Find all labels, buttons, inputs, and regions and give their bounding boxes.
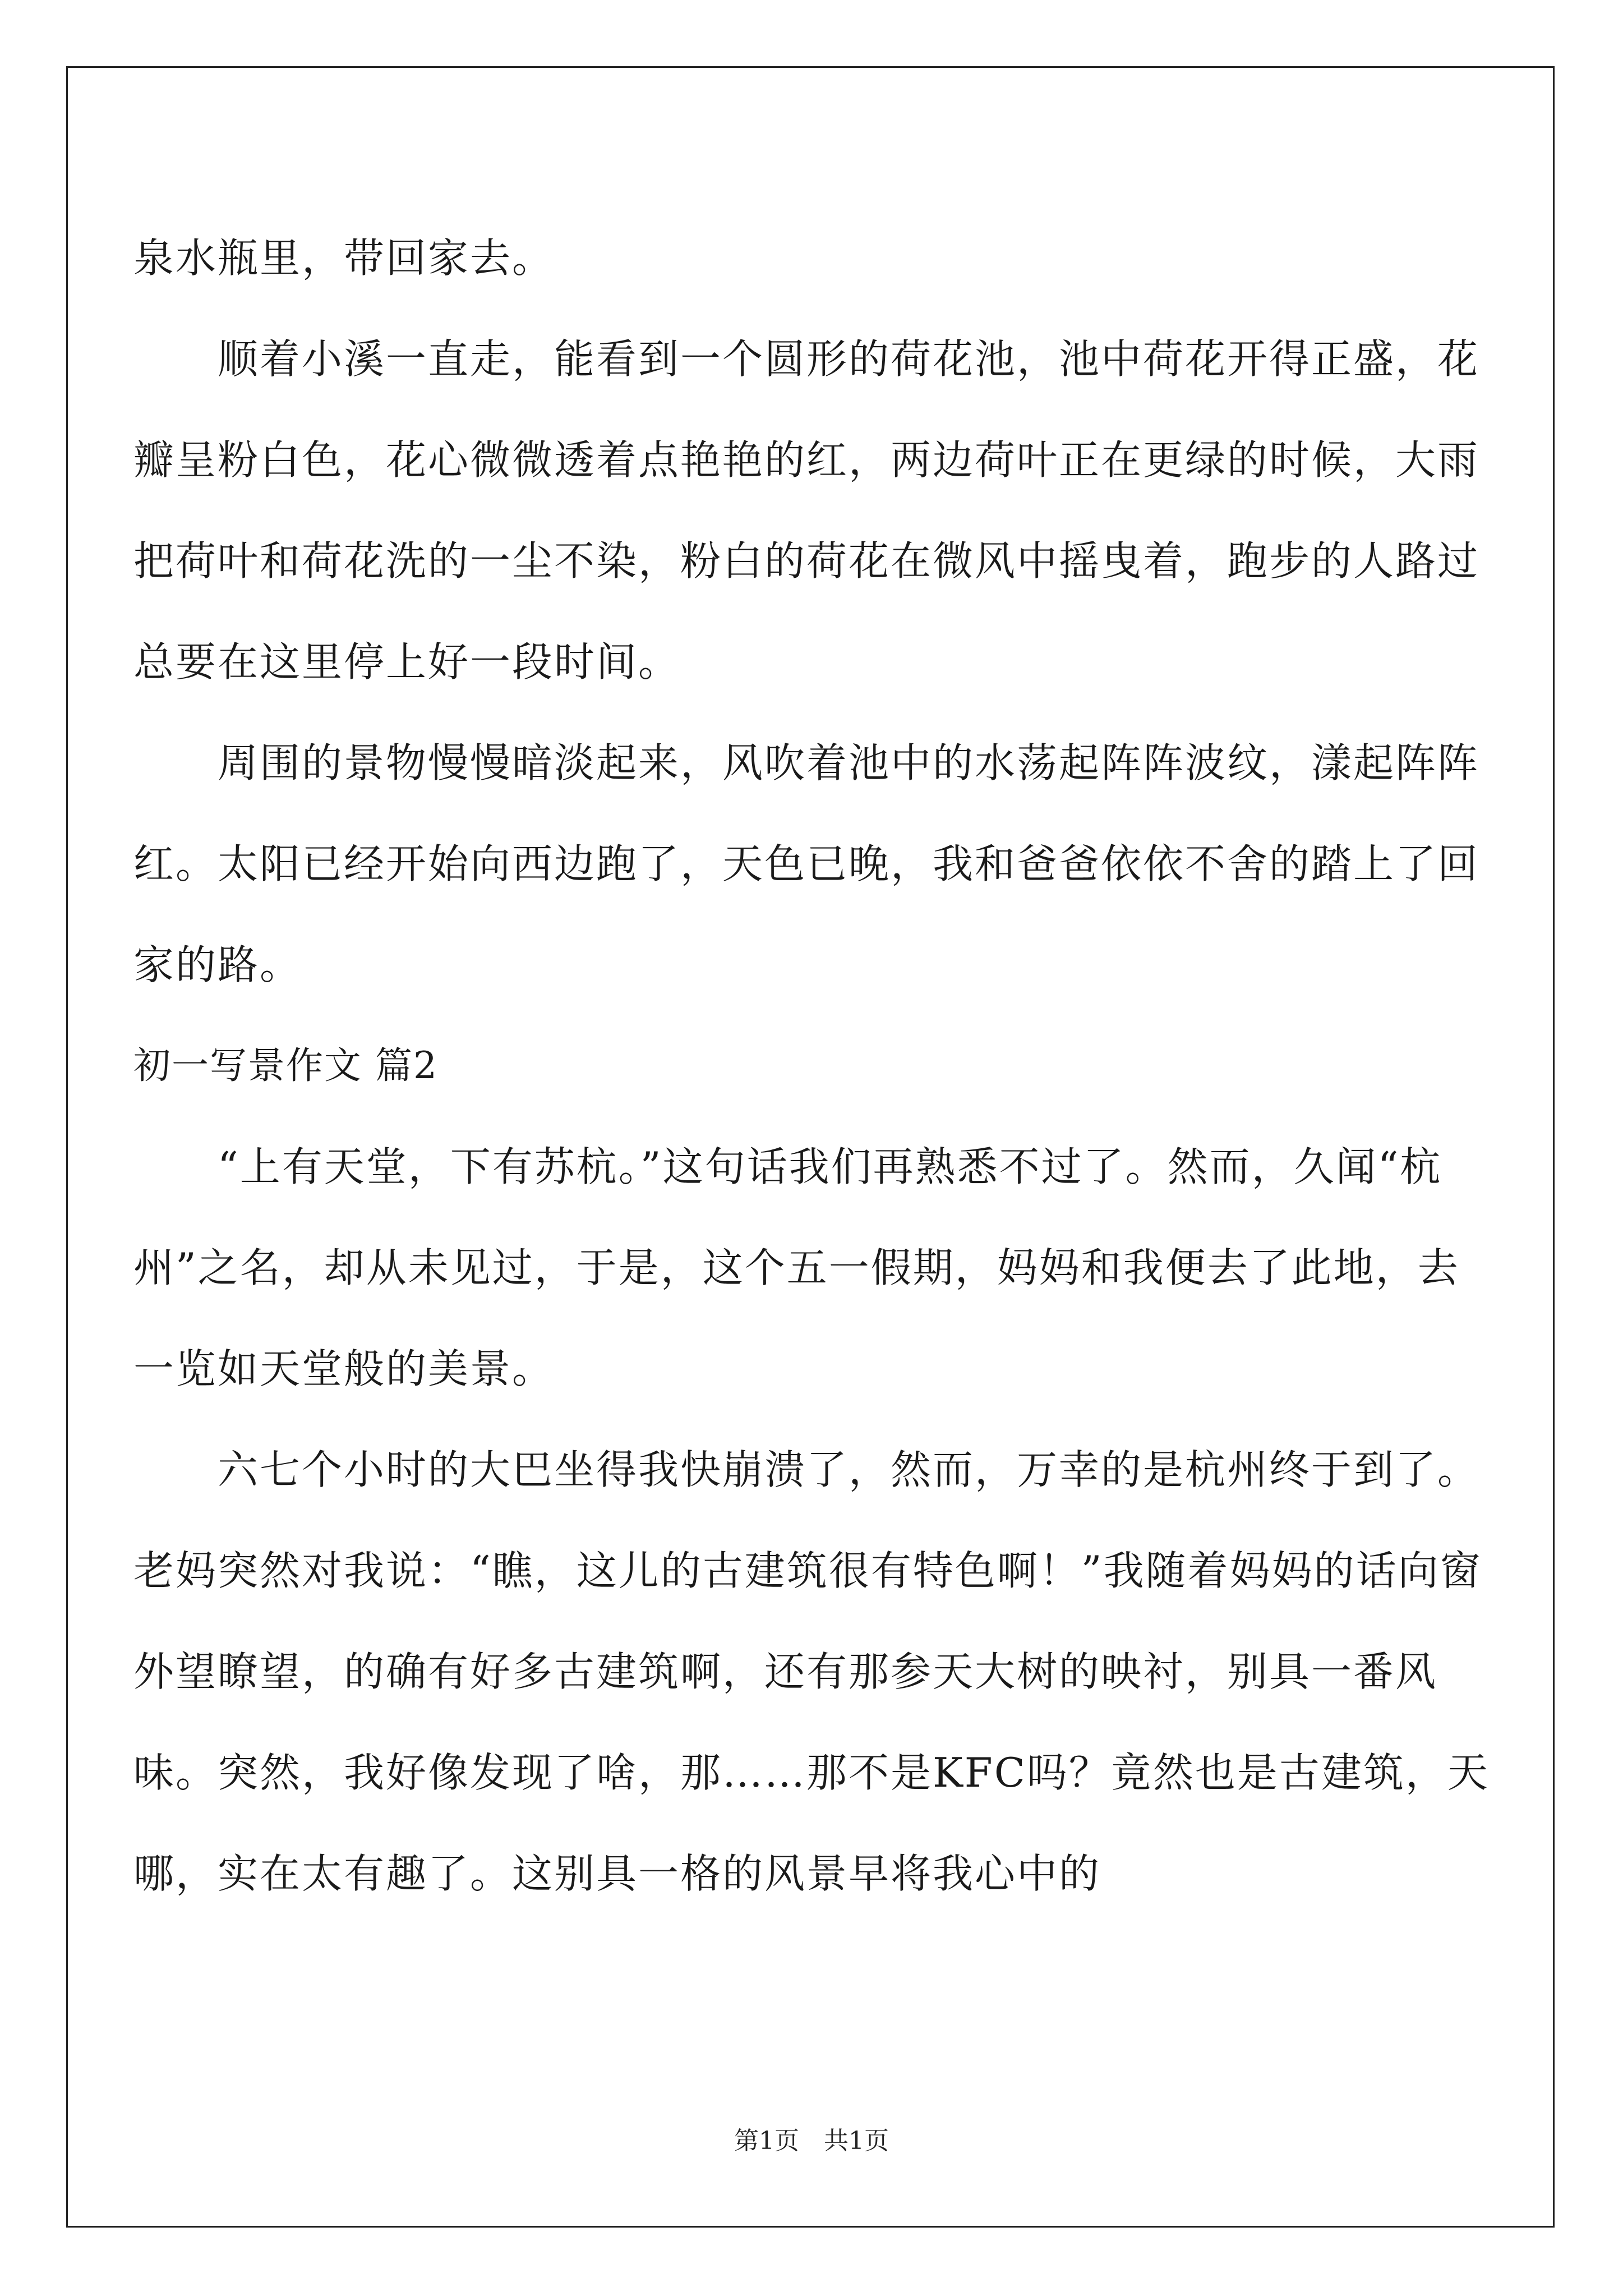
page-number-footer: 第1页 共1页 xyxy=(734,2127,889,2155)
document-body xyxy=(133,208,1490,1924)
paragraph-2: 顺着小溪一直走，能看到一个圆形的荷花池，池中荷花开得正盛，花瓣呈粉白色，花心微微透着点艳艳的红，两边荷叶正在更绿的时候，大雨把荷叶和荷花洗的一尘不染，粉白的荷花在微风中摇曳着，跑步的人路过总要在这里停上好一段时间。 xyxy=(133,335,1480,685)
section-heading: 初一写景作文 篇2 xyxy=(133,1044,438,1087)
paragraph-1: 泉水瓶里，带回家去。 xyxy=(133,234,555,282)
paragraph-5: 六七个小时的大巴坐得我快崩溃了，然而，万幸的是杭州终于到了。老妈突然对我说：“瞧，这儿的古建筑很有特色啊！”我随着妈妈的话向窗外望瞭望，的确有好多古建筑啊，还有那参天大树的映衬，别具一番风味。突然，我好像发现了啥，那……那不是KFC吗？竟然也是古建筑，天哪，实在太有趣了。这别具一格的风景早将我心中的 xyxy=(133,1446,1490,1897)
paragraph-4: “上有天堂，下有苏杭。”这句话我们再熟悉不过了。然而，久闻“杭州”之名，却从未见过，于是，这个五一假期，妈妈和我便去了此地，去一览如天堂般的美景。 xyxy=(133,1143,1460,1392)
paragraph-3: 周围的景物慢慢暗淡起来，风吹着池中的水荡起阵阵波纹，漾起阵阵红。太阳已经开始向西边跑了，天色已晚，我和爸爸依依不舍的踏上了回家的路。 xyxy=(133,739,1480,988)
